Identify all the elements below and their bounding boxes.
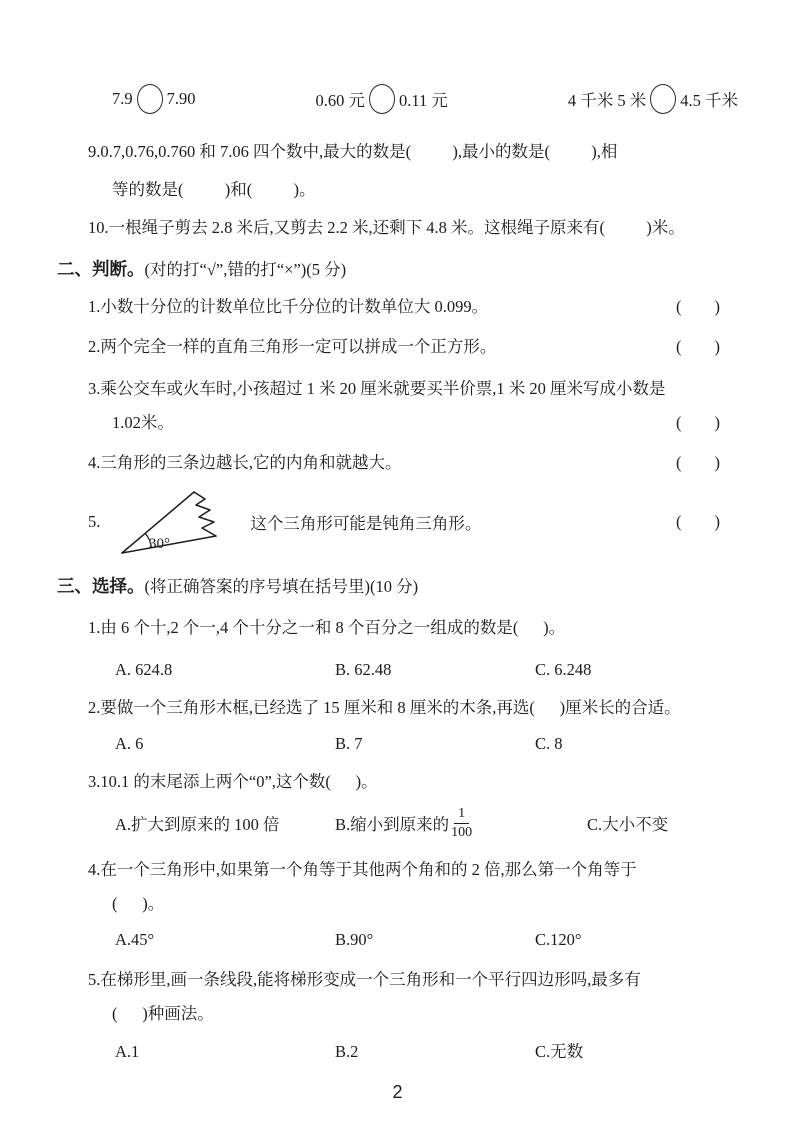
option-b: B. 62.48 [335,660,392,679]
judgment-number: 5. [88,512,101,531]
answer-bracket: ( ) [676,453,720,472]
judgment-item-2 [88,335,738,359]
choice-question-1: 1.由 6 个十,2 个一,4 个十分之一和 8 个百分之一组成的数是( )。 [88,618,566,637]
option-c: C.大小不变 [587,815,669,834]
comparison-item [315,84,447,114]
fraction-numerator: 1 [454,806,469,823]
answer-bracket: ( ) [676,413,720,432]
option-a: A. 624.8 [115,660,173,679]
option-c: C. 8 [535,734,563,753]
choice-options-5 [115,1040,738,1064]
comparison-item [112,84,196,114]
question-9-line-1: 9.0.7,0.76,0.760 和 7.06 四个数中,最大的数是( ),最小的数是( ),相 [88,142,618,161]
judgment-item-1 [88,295,738,319]
fraction [451,806,472,840]
option-a: A. 6 [115,734,144,753]
judgment-item-3-line-2 [112,411,738,435]
option-c: C.120° [535,930,582,949]
comparison-item [568,84,738,114]
choice-options-3 [115,802,738,844]
question-10: 10.一根绳子剪去 2.8 米后,又剪去 2.2 米,还剩下 4.8 米。这根绳子原来有( )米。 [88,218,685,237]
judgment-text: 1.小数十分位的计数单位比千分位的计数单位大 0.099。 [88,297,489,316]
option-b: B.90° [335,930,374,949]
section-3-heading [57,573,738,600]
judgment-item-3-line-1: 3.乘公交车或火车时,小孩超过 1 米 20 厘米就要买半价票,1 米 20 厘米写成小数是 [88,379,666,398]
option-c: C. 6.248 [535,660,592,679]
comparison-right: 4.5 千米 [680,91,738,110]
option-a: A.45° [115,930,155,949]
comparison-left: 4 千米 5 米 [567,91,647,110]
angle-label: 30° [149,536,171,552]
choice-question-3: 3.10.1 的末尾添上两个“0”,这个数( )。 [88,772,378,791]
option-a: A.1 [115,1042,140,1061]
answer-bracket: ( ) [676,512,720,531]
choice-question-5-line-2: ( )种画法。 [112,1004,214,1023]
judgment-item-4 [88,451,738,475]
comparison-circle-icon [650,84,676,114]
section-2-note: (对的打“√”,错的打“×”)(5 分) [144,260,347,279]
choice-question-2: 2.要做一个三角形木框,已经选了 15 厘米和 8 厘米的木条,再选( )厘米长的合适。 [88,698,681,717]
option-b: B.2 [335,1042,359,1061]
judgment-text: 2.两个完全一样的直角三角形一定可以拼成一个正方形。 [88,337,497,356]
comparison-left: 0.60 元 [315,91,365,110]
section-3-title: 三、选择。 [57,576,145,596]
choice-options-1 [115,658,738,682]
page-number: 2 [392,1082,403,1102]
option-b [335,806,587,840]
choice-question-4-line-2: ( )。 [112,894,165,913]
comparison-right: 7.90 [166,89,196,108]
comparison-circle-icon [369,84,395,114]
option-a: A.扩大到原来的 100 倍 [115,815,280,834]
option-b: B. 7 [335,734,363,753]
judgment-text: 这个三角形可能是钝角三角形。 [250,514,482,533]
answer-bracket: ( ) [676,337,720,356]
section-3-note: (将正确答案的序号填在括号里)(10 分) [144,577,419,596]
choice-options-2 [115,732,738,756]
option-b-text: B.缩小到原来的 [335,815,450,834]
section-2-title: 二、判断。 [57,259,145,279]
torn-triangle-figure [114,485,236,559]
option-c: C.无数 [535,1042,584,1061]
judgment-item-5 [88,483,738,561]
judgment-text: 1.02米。 [112,413,174,432]
comparison-circle-icon [137,84,163,114]
judgment-text: 4.三角形的三条边越长,它的内角和就越大。 [88,453,402,472]
comparison-left: 7.9 [112,89,133,108]
fraction-denominator: 100 [451,824,473,840]
answer-bracket: ( ) [676,297,720,316]
choice-options-4 [115,928,738,952]
choice-question-4-line-1: 4.在一个三角形中,如果第一个角等于其他两个角和的 2 倍,那么第一个角等于 [88,860,637,879]
comparison-row [57,82,738,116]
question-9-line-2: 等的数是( )和( )。 [112,180,316,199]
choice-question-5-line-1: 5.在梯形里,画一条线段,能将梯形变成一个三角形和一个平行四边形吗,最多有 [88,970,641,989]
comparison-right: 0.11 元 [398,91,448,110]
section-2-heading [57,256,738,283]
